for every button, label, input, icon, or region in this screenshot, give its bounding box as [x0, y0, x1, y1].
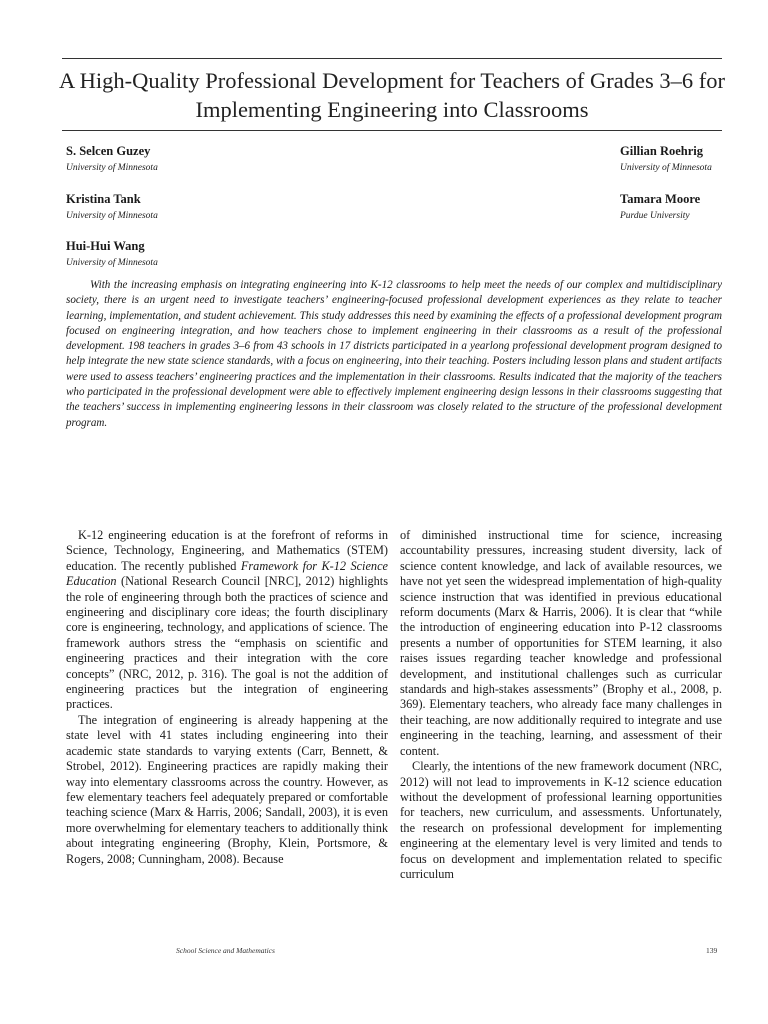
body-paragraph: of diminished instructional time for science, increasing accountability pressures, increasing student diversity, lack of science content knowledge, and lack of available resources, we have not yet seen the widespread implementation of high-quality science instruction that was identified in previous educational reform documents (Marx & Harris, 2006). It is clear that “while the introduction of engineering education into P-12 classrooms presents a number of opportunities for STEM learning, it also raises issues regarding teacher knowledge and professional development, and institutional challenges such as curricular standards and high-stakes assessments” (Brophy et al., 2008, p. 369). Elementary teachers, who already face many challenges in their teaching, are now additionally required to integrate and use engineering in the teaching, learning, and assessment of their content. [400, 528, 722, 758]
body-paragraph [66, 528, 388, 713]
author-name: Gillian Roehrig [620, 144, 703, 158]
author-name: Hui-Hui Wang [66, 239, 145, 253]
title-rule [62, 130, 722, 131]
body-paragraph: Clearly, the intentions of the new framework document (NRC, 2012) will not lead to improvements in K-12 science education without the development of professional learning opportunities for teachers, new curriculum, and assessments. Unfortunately, the research on professional development for implementing engineering at the elementary level is very limited and tends to focus on development and implementation related to specific curriculum [400, 759, 722, 881]
paragraph-text: K-12 engineering education is at the forefront of reforms in Science, Technology, Engineering, and Mathematics (STEM) education. The recently published [66, 528, 388, 573]
author-name: Kristina Tank [66, 192, 141, 206]
left-column [66, 528, 388, 867]
author-block [620, 192, 700, 223]
top-rule [62, 58, 722, 59]
author-affiliation: Purdue University [620, 211, 690, 221]
author-affiliation: University of Minnesota [620, 163, 712, 173]
author-block [66, 144, 158, 175]
body-paragraph: The integration of engineering is already happening at the state level with 41 states including engineering into their academic state standards to varying extents (Carr, Bennett, & Strobel, 2012). Engineering practices are rapidly making their way into elementary classrooms across the country. However, as few elementary teachers feel adequately prepared or comfortable teaching science (Marx & Harris, 2006; Sandall, 2003), it is even more overwhelming for elementary teachers to additionally think about integrating engineering (Brophy, Klein, Portsmore, & Rogers, 2008; Cunningham, 2008). Because [66, 712, 388, 866]
author-block [620, 144, 712, 175]
journal-footer: School Science and Mathematics [176, 946, 275, 955]
author-affiliation: University of Minnesota [66, 163, 158, 173]
author-block [66, 239, 158, 270]
author-name: Tamara Moore [620, 192, 701, 206]
paper-title: A High-Quality Professional Development for Teachers of Grades 3–6 for Implementing Engineering into Classrooms [59, 68, 725, 122]
author-affiliation: University of Minnesota [66, 211, 158, 221]
right-column [400, 528, 722, 882]
author-name: S. Selcen Guzey [66, 144, 151, 158]
author-block [66, 192, 158, 223]
framework-title-italic: Framework for K-12 Science Education [66, 558, 388, 589]
page-number: 139 [706, 946, 718, 955]
author-affiliation: University of Minnesota [66, 258, 158, 268]
paragraph-text: (National Research Council [NRC], 2012) highlights the role of engineering through both the practices of science and engineering and disciplinary core ideas; the fourth disciplinary core is engineering, technology, and applications of science. The framework authors stress the “emphasis on scientific and engineering practices and their integration with the core concepts” (NRC, 2012, p. 316). The goal is not the addition of engineering practices but the integration of engineering practices. [66, 574, 388, 712]
abstract: With the increasing emphasis on integrating engineering into K-12 classrooms to help meet the needs of our complex and multidisciplinary society, there is an urgent need to investigate teachers’ engineering-focused professional development experiences as they relate to teacher learning, implementation, and student achievement. This study addresses this need by examining the effects of a professional development program focused on engineering integration, and how teachers chose to implement engineering in their classrooms as a result of the professional development. 198 teachers in grades 3–6 from 43 schools in 17 districts participated in a yearlong professional development program designed to help integrate the new state science standards, with a focus on engineering, into their teaching. Posters including lesson plans and student artifacts were used to assess teachers’ engineering practices and the implementation in their classrooms. Results indicated that the majority of the teachers who participated in the professional development were able to effectively implement engineering design lessons in their classrooms suggesting that the teachers’ success in implementing engineering lessons in their classroom was closely related to the structure of the professional development program. [66, 279, 722, 429]
